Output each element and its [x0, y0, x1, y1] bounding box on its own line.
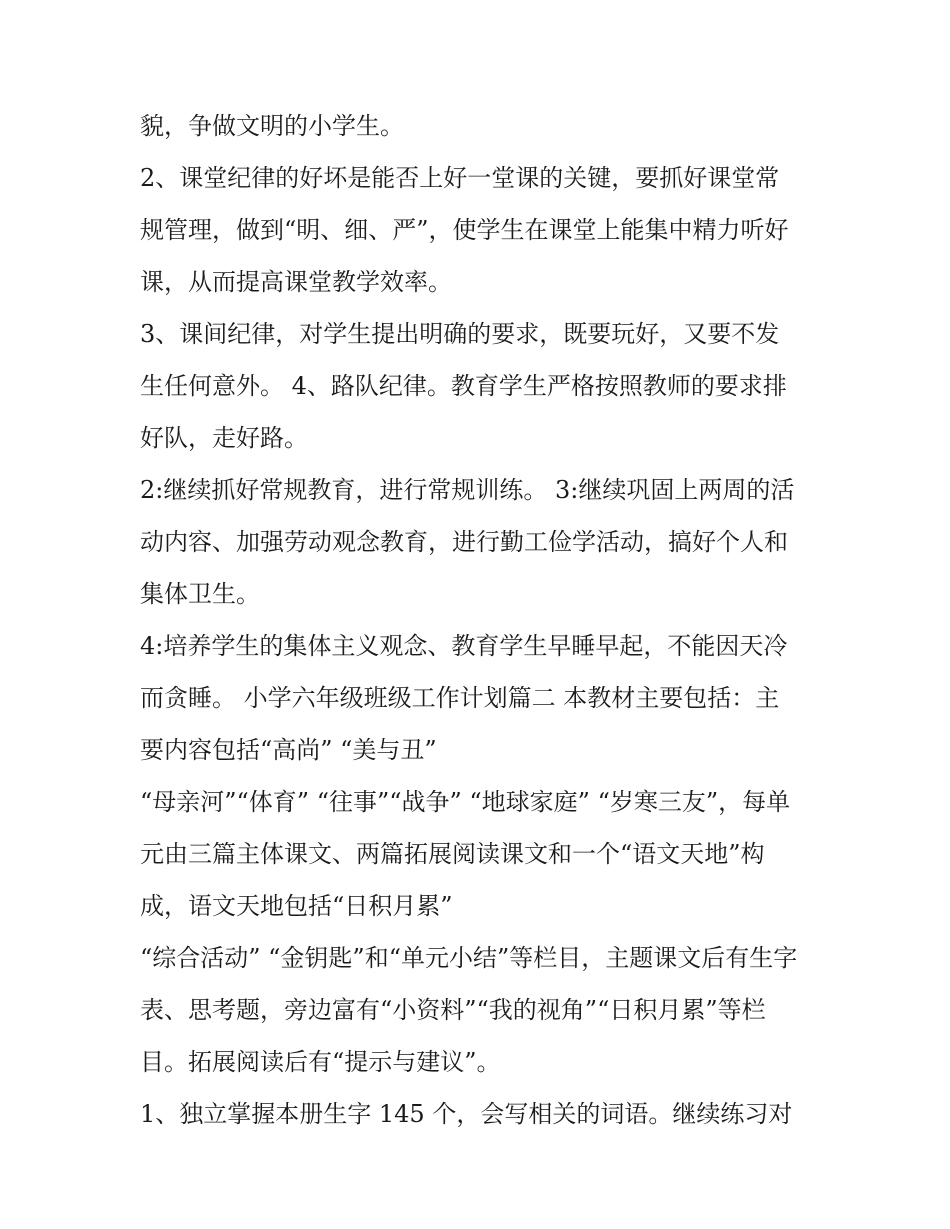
- text-line-2: 2、课堂纪律的好坏是能否上好一堂课的关键，要抓好课堂常: [140, 164, 780, 192]
- text-line-4: 课，从而提高课堂教学效率。: [140, 268, 452, 296]
- text-line-3: 规管理，做到“明、细、严”，使学生在课堂上能集中精力听好: [140, 216, 789, 244]
- text-line-10: 集体卫生。: [140, 580, 260, 608]
- text-line-16: 成，语文天地包括“日积月累”: [140, 892, 453, 920]
- text-line-18: 表、思考题，旁边富有“小资料”“我的视角”“日积月累”等栏: [140, 996, 766, 1024]
- text-line-8: 2:继续抓好常规教育，进行常规训练。 3:继续巩固上两周的活: [140, 476, 795, 504]
- text-line-12: 而贪睡。 小学六年级班级工作计划篇二 本教材主要包括：主: [140, 684, 780, 712]
- text-line-6: 生任何意外。 4、路队纪律。教育学生严格按照教师的要求排: [140, 372, 787, 400]
- text-line-1: 貌，争做文明的小学生。: [140, 112, 404, 140]
- text-line-5: 3、课间纪律，对学生提出明确的要求，既要玩好，又要不发: [140, 320, 780, 348]
- text-line-20: 1、独立掌握本册生字 145 个，会写相关的词语。继续练习对: [140, 1100, 793, 1128]
- text-line-17: “综合活动” “金钥匙”和“单元小结”等栏目，主题课文后有生字: [140, 944, 798, 972]
- text-line-11: 4:培养学生的集体主义观念、教育学生早睡早起，不能因天冷: [140, 632, 788, 660]
- text-line-13: 要内容包括“高尚” “美与丑”: [140, 736, 437, 764]
- text-line-9: 动内容、加强劳动观念教育，进行勤工俭学活动，搞好个人和: [140, 528, 788, 556]
- text-line-15: 元由三篇主体课文、两篇拓展阅读课文和一个“语文天地”构: [140, 840, 765, 868]
- text-line-7: 好队，走好路。: [140, 424, 308, 452]
- text-line-14: “母亲河”“体育” “往事”“战争” “地球家庭” “岁寒三友”，每单: [140, 788, 791, 816]
- text-line-19: 目。拓展阅读后有“提示与建议”。: [140, 1048, 501, 1076]
